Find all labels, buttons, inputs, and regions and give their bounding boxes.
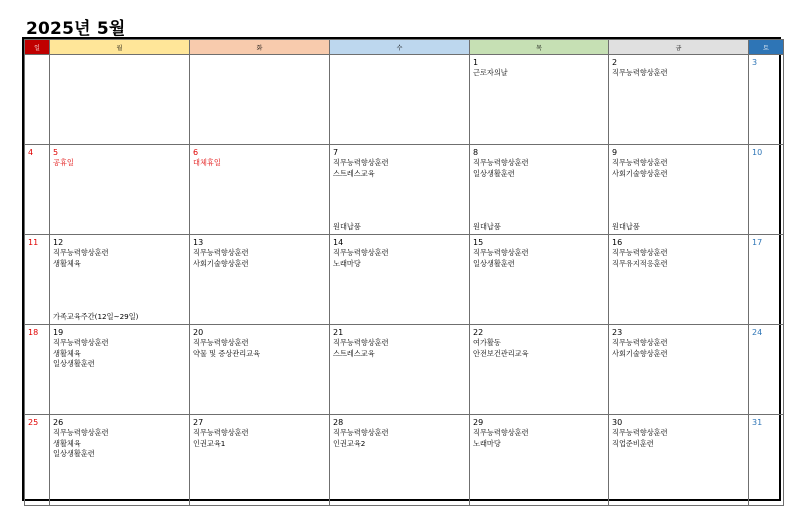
week-row xyxy=(25,325,784,415)
event-item: 일상생활훈련 xyxy=(53,449,95,458)
cell-bottom-note: 가족교육주간(12일~29일) xyxy=(53,311,139,321)
day-cell-thu[interactable] xyxy=(470,325,609,415)
day-cell-tue[interactable] xyxy=(190,325,330,415)
event-item: 직무능력향상훈련 xyxy=(333,428,389,437)
day-number: 23 xyxy=(612,328,623,337)
day-number xyxy=(25,55,49,58)
day-number: 5 xyxy=(53,148,59,157)
day-number: 11 xyxy=(28,238,39,247)
calendar-grid xyxy=(22,37,781,501)
weekday-header-wed: 수 xyxy=(330,40,470,55)
event-item: 직무능력향상훈련 xyxy=(612,248,668,257)
day-cell-sun[interactable] xyxy=(25,325,50,415)
weekday-header-thu: 목 xyxy=(470,40,609,55)
day-number: 14 xyxy=(333,238,344,247)
event-item: 인권교육2 xyxy=(333,438,366,448)
event-item: 직무능력향상훈련 xyxy=(53,428,109,437)
event-item: 직무능력향상훈련 xyxy=(612,428,668,437)
cell-bottom-note: 원대납품 xyxy=(473,221,501,231)
event-item: 직무능력향상훈련 xyxy=(333,248,389,257)
day-cell-thu[interactable] xyxy=(470,415,609,506)
event-item: 사회기술향상훈련 xyxy=(612,168,668,178)
day-number: 20 xyxy=(193,328,204,337)
day-cell-sat[interactable] xyxy=(749,415,784,506)
day-cell-tue[interactable] xyxy=(190,55,330,145)
day-number: 25 xyxy=(28,418,39,427)
weekday-header-mon: 월 xyxy=(50,40,190,55)
weekday-header-sat: 토 xyxy=(749,40,784,55)
day-number: 28 xyxy=(333,418,344,427)
day-cell-wed[interactable] xyxy=(330,325,470,415)
event-item: 직무능력향상훈련 xyxy=(193,428,249,437)
day-cell-fri[interactable] xyxy=(609,415,749,506)
event-item: 직무능력향상훈련 xyxy=(612,68,668,77)
day-number: 13 xyxy=(193,238,204,247)
day-cell-sat[interactable] xyxy=(749,325,784,415)
event-item: 직무능력향상훈련 xyxy=(53,338,109,347)
cell-bottom-note: 원대납품 xyxy=(612,221,640,231)
event-item: 근로자의날 xyxy=(473,68,508,77)
day-cell-tue[interactable] xyxy=(190,415,330,506)
day-cell-fri[interactable] xyxy=(609,325,749,415)
event-item: 일상생활훈련 xyxy=(53,359,95,368)
event-item: 공휴일 xyxy=(53,158,74,167)
day-number: 26 xyxy=(53,418,64,427)
day-cell-sat[interactable] xyxy=(749,235,784,325)
day-number: 2 xyxy=(612,58,618,67)
day-number: 8 xyxy=(473,148,479,157)
day-number: 1 xyxy=(473,58,479,67)
day-number: 29 xyxy=(473,418,484,427)
event-item: 직무능력향상훈련 xyxy=(193,338,249,347)
week-row xyxy=(25,415,784,506)
event-item: 인권교육1 xyxy=(193,438,226,448)
event-item: 사회기술향상훈련 xyxy=(612,348,668,358)
day-number: 10 xyxy=(752,148,763,157)
day-number: 24 xyxy=(752,328,763,337)
day-cell-fri[interactable] xyxy=(609,235,749,325)
day-cell-sun[interactable] xyxy=(25,415,50,506)
day-cell-wed[interactable] xyxy=(330,55,470,145)
day-number: 12 xyxy=(53,238,64,247)
day-cell-thu[interactable] xyxy=(470,235,609,325)
weekday-header-tue: 화 xyxy=(190,40,330,55)
event-item: 생활체육 xyxy=(53,258,81,268)
day-number: 3 xyxy=(752,58,758,67)
event-item: 직무능력향상훈련 xyxy=(612,338,668,347)
event-item: 약물 및 증상관리교육 xyxy=(193,348,261,358)
weekday-header-fri: 금 xyxy=(609,40,749,55)
event-item: 일상생활훈련 xyxy=(473,258,515,268)
day-cell-mon[interactable] xyxy=(50,55,190,145)
event-item: 일상생활훈련 xyxy=(473,168,515,178)
event-item: 사회기술향상훈련 xyxy=(193,258,249,268)
day-cell-sun[interactable] xyxy=(25,55,50,145)
day-cell-tue[interactable] xyxy=(190,235,330,325)
week-row xyxy=(25,235,784,325)
day-cell-fri[interactable] xyxy=(609,55,749,145)
weekday-header-sun: 일 xyxy=(25,40,50,55)
event-item: 직무능력향상훈련 xyxy=(473,428,529,437)
day-cell-sun[interactable] xyxy=(25,235,50,325)
cell-bottom-note: 원대납품 xyxy=(333,221,361,231)
week-row xyxy=(25,145,784,235)
event-item: 직무능력향상훈련 xyxy=(612,158,668,167)
event-item: 여가활동 xyxy=(473,338,501,347)
day-number: 19 xyxy=(53,328,64,337)
day-number: 17 xyxy=(752,238,763,247)
day-number: 16 xyxy=(612,238,623,247)
day-cell-sat[interactable] xyxy=(749,145,784,235)
day-cell-thu[interactable] xyxy=(470,145,609,235)
day-number xyxy=(330,55,469,58)
day-number: 22 xyxy=(473,328,484,337)
week-row xyxy=(25,55,784,145)
day-number: 18 xyxy=(28,328,39,337)
event-item: 직무능력향상훈련 xyxy=(473,248,529,257)
day-number: 21 xyxy=(333,328,344,337)
day-cell-wed[interactable] xyxy=(330,415,470,506)
day-number xyxy=(50,55,189,58)
day-cell-mon[interactable] xyxy=(50,415,190,506)
day-number: 30 xyxy=(612,418,623,427)
event-item: 스트레스교육 xyxy=(333,168,375,178)
event-item: 생활체육 xyxy=(53,438,81,448)
day-cell-mon[interactable] xyxy=(50,235,190,325)
day-number: 4 xyxy=(28,148,34,157)
day-cell-wed[interactable] xyxy=(330,235,470,325)
calendar-title: 2025년 5월 xyxy=(26,19,126,39)
event-item: 생활체육 xyxy=(53,348,81,358)
day-number: 27 xyxy=(193,418,204,427)
event-item: 직무유지적응훈련 xyxy=(612,258,668,268)
event-item: 직무능력향상훈련 xyxy=(333,158,389,167)
event-item: 대체휴일 xyxy=(193,158,221,167)
event-item: 노래마당 xyxy=(473,438,501,448)
event-item: 직무능력향상훈련 xyxy=(193,248,249,257)
event-item: 직무능력향상훈련 xyxy=(333,338,389,347)
day-cell-sun[interactable] xyxy=(25,145,50,235)
event-item: 노래마당 xyxy=(333,258,361,268)
day-number: 9 xyxy=(612,148,618,157)
day-cell-wed[interactable] xyxy=(330,145,470,235)
day-cell-mon[interactable] xyxy=(50,145,190,235)
event-item: 직무능력향상훈련 xyxy=(53,248,109,257)
day-cell-sat[interactable] xyxy=(749,55,784,145)
day-number: 15 xyxy=(473,238,484,247)
event-item: 스트레스교육 xyxy=(333,348,375,358)
day-cell-thu[interactable] xyxy=(470,55,609,145)
day-number xyxy=(190,55,329,58)
day-number: 31 xyxy=(752,418,763,427)
day-cell-tue[interactable] xyxy=(190,145,330,235)
weekday-header-row xyxy=(25,40,784,55)
day-cell-fri[interactable] xyxy=(609,145,749,235)
day-number: 6 xyxy=(193,148,199,157)
day-cell-mon[interactable] xyxy=(50,325,190,415)
day-number: 7 xyxy=(333,148,339,157)
event-item: 안전보건관리교육 xyxy=(473,348,529,358)
event-item: 직업준비훈련 xyxy=(612,438,654,448)
event-item: 직무능력향상훈련 xyxy=(473,158,529,167)
